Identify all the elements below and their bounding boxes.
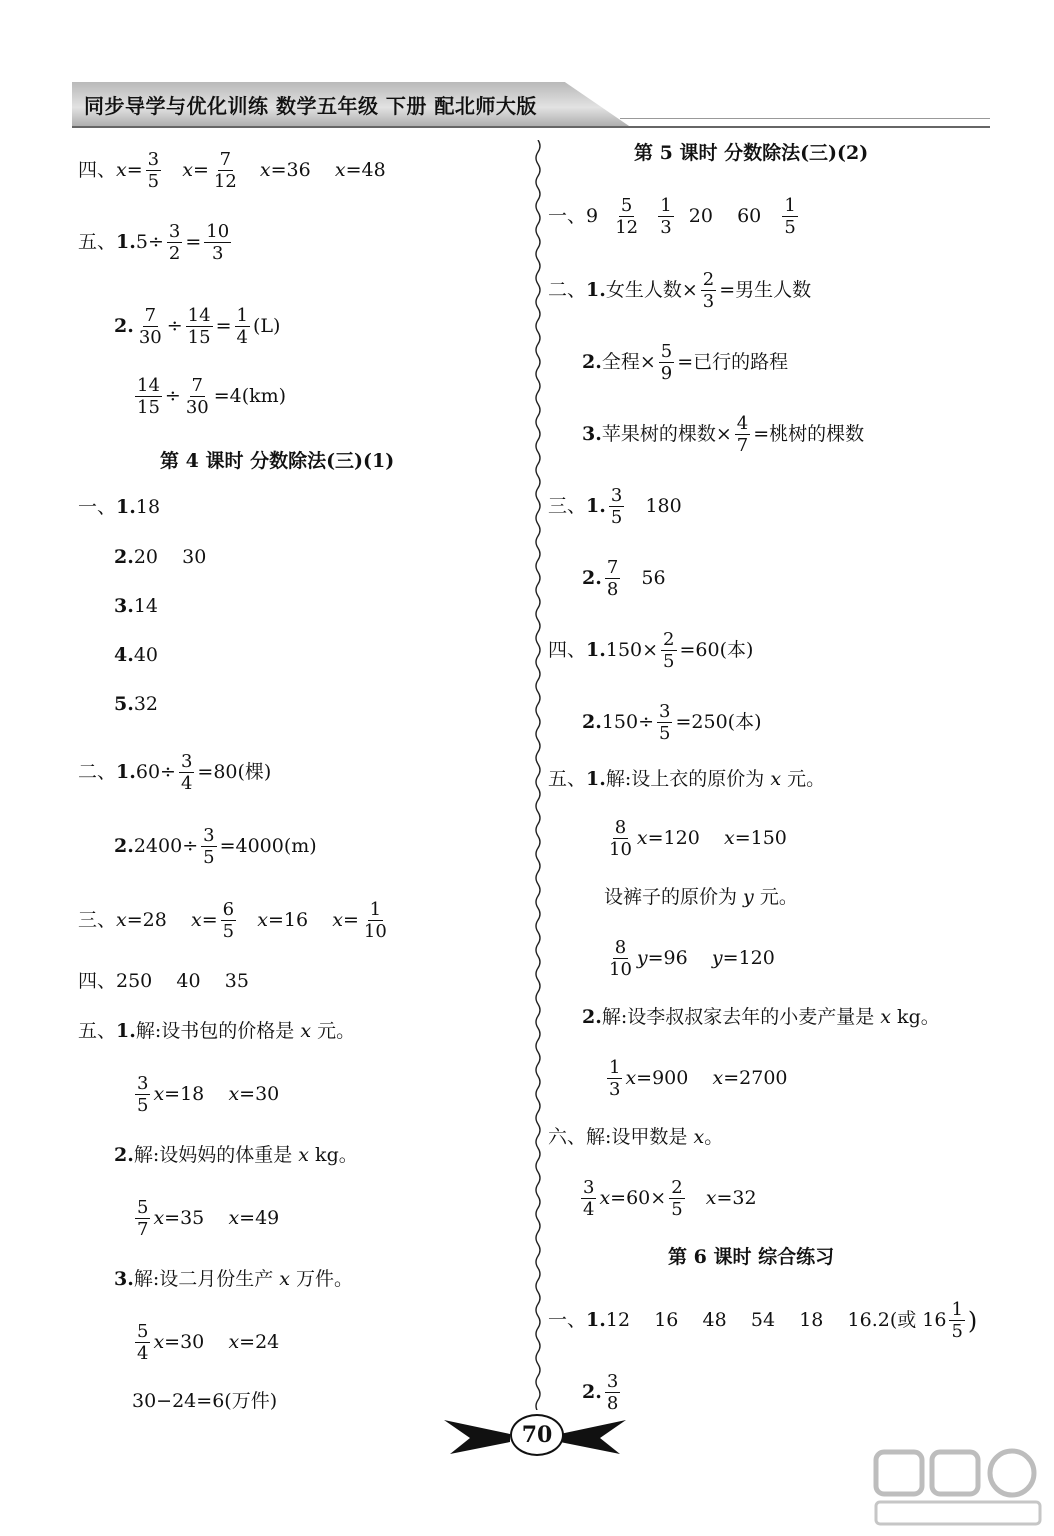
fraction: $\frac{1}{5}$ (784, 195, 796, 239)
fraction: $\frac{1}{10}$ (363, 899, 387, 943)
fraction: $\frac{8}{10}$ (609, 937, 632, 981)
fraction: $\frac{3}{8}$ (606, 1371, 619, 1415)
header-rule-thin (620, 118, 990, 119)
fraction: $\frac{3}{2}$ (168, 221, 181, 265)
fraction: $\frac{14}{15}$ (137, 375, 160, 419)
right-line-17: 一、1.12 16 48 54 18 16.2(或 16 $\frac{1}{5}$ ) (548, 1299, 978, 1343)
section-4-heading: 第 4 课时 分数除法(三)(1) (160, 450, 395, 472)
page-number: 70 (510, 1414, 564, 1456)
left-line-4: $\frac{14}{15}$ ÷ $\frac{7}{30}$ =4(km) (137, 375, 287, 419)
fraction: $\frac{10}{3}$ (206, 221, 230, 265)
left-line-e1: 五、1.解:设书包的价格是 x 元。 (78, 1020, 356, 1042)
fraction: $\frac{7}{30}$ (138, 305, 162, 349)
right-line-11: 设裤子的原价为 y 元。 (604, 886, 798, 908)
fraction: $\frac{6}{5}$ (222, 899, 235, 943)
left-line-b1: 二、1.60÷ $\frac{3}{4}$ =80(棵) (78, 751, 272, 795)
left-line-e2-solution: $\frac{5}{7}$ x=35 x=49 (137, 1197, 280, 1241)
left-line-a2: 2.20 30 (114, 546, 207, 568)
right-line-8: 2.150÷ $\frac{3}{5}$ =250(本) (582, 701, 762, 745)
right-line-14: $\frac{1}{3}$ x=900 x=2700 (609, 1057, 788, 1101)
left-line-e3-final: 30−24=6(万件) (132, 1390, 278, 1412)
left-line-a4: 4.40 (114, 644, 159, 666)
section-6-heading: 第 6 课时 综合练习 (668, 1246, 835, 1268)
fraction: $\frac{1}{5}$ (951, 1299, 963, 1343)
left-line-3: 2. $\frac{7}{30}$ ÷ $\frac{14}{15}$ = $\frac{1}{4}$ (L) (114, 305, 281, 349)
right-line-3: 2.全程× $\frac{5}{9}$ =已行的路程 (582, 341, 789, 385)
fraction: $\frac{3}{5}$ (203, 825, 215, 869)
right-line-15: 六、解:设甲数是 x。 (548, 1126, 724, 1148)
left-line-1: 四、x= $\frac{3}{5}$ x= $\frac{7}{12}$ x=36 x=48 (78, 149, 386, 193)
fraction: $\frac{2}{3}$ (702, 269, 715, 313)
page-number-ornament (440, 1414, 630, 1458)
right-line-6: 2. $\frac{7}{8}$ 56 (582, 557, 666, 601)
left-line-d1: 四、250 40 35 (78, 970, 249, 992)
fraction: $\frac{3}{5}$ (137, 1073, 149, 1117)
right-line-1: 一、9 $\frac{5}{12}$ $\frac{1}{3}$ 20 60 $\frac{1}{5}$ (548, 195, 796, 239)
left-line-b2: 2.2400÷ $\frac{3}{5}$ =4000(m) (114, 825, 317, 869)
left-line-a1: 一、1.18 (78, 496, 161, 518)
fraction: $\frac{3}{5}$ (610, 485, 623, 529)
right-line-2: 二、1.女生人数× $\frac{2}{3}$ =男生人数 (548, 269, 812, 313)
left-line-c1: 三、x=28 x= $\frac{6}{5}$ x=16 x= $\frac{1}{10}$ (78, 899, 387, 943)
fraction: $\frac{2}{5}$ (671, 1177, 683, 1221)
fraction: $\frac{5}{7}$ (137, 1197, 149, 1241)
fraction: $\frac{3}{4}$ (583, 1177, 595, 1221)
fraction: $\frac{4}{7}$ (736, 413, 749, 457)
left-line-e3: 3.解:设二月份生产 x 万件。 (114, 1268, 354, 1290)
fraction: $\frac{7}{30}$ (185, 375, 209, 419)
fraction: $\frac{3}{5}$ (659, 701, 671, 745)
right-line-5: 三、1. $\frac{3}{5}$ 180 (548, 485, 682, 529)
fraction: $\frac{14}{15}$ (187, 305, 211, 349)
fraction: $\frac{1}{4}$ (236, 305, 248, 349)
fraction: $\frac{7}{8}$ (606, 557, 619, 601)
right-line-12: $\frac{8}{10}$ y=96 y=120 (609, 937, 775, 981)
header-title: 同步导学与优化训练 数学五年级 下册 配北师大版 (84, 94, 537, 118)
watermark-stamp (870, 1446, 1046, 1530)
fraction: $\frac{8}{10}$ (609, 817, 632, 861)
right-line-16: $\frac{3}{4}$ x=60× $\frac{2}{5}$ x=32 (583, 1177, 757, 1221)
right-line-13: 2.解:设李叔叔家去年的小麦产量是 x kg。 (582, 1006, 940, 1028)
fraction: $\frac{3}{4}$ (180, 751, 193, 795)
section-5-heading: 第 5 课时 分数除法(三)(2) (634, 142, 869, 164)
header-rule (72, 126, 990, 128)
right-line-10: $\frac{8}{10}$ x=120 x=150 (609, 817, 787, 861)
fraction: $\frac{5}{9}$ (660, 341, 673, 385)
column-divider (528, 140, 548, 1410)
left-line-e2: 2.解:设妈妈的体重是 x kg。 (114, 1144, 358, 1166)
right-line-4: 3.苹果树的棵数× $\frac{4}{7}$ =桃树的棵数 (582, 413, 865, 457)
fraction: $\frac{2}{5}$ (663, 629, 675, 673)
left-line-a3: 3.14 (114, 595, 159, 617)
right-line-9: 五、1.解:设上衣的原价为 x 元。 (548, 768, 826, 790)
right-line-18: 2. $\frac{3}{8}$ (582, 1371, 619, 1415)
right-line-7: 四、1.150× $\frac{2}{5}$ =60(本) (548, 629, 754, 673)
fraction: $\frac{7}{12}$ (213, 149, 237, 193)
fraction: $\frac{1}{3}$ (660, 195, 672, 239)
left-line-a5: 5.32 (114, 693, 159, 715)
left-line-2: 五、1.5÷ $\frac{3}{2}$ = $\frac{10}{3}$ (78, 221, 230, 265)
fraction: $\frac{1}{3}$ (609, 1057, 621, 1101)
left-line-e1-solution: $\frac{3}{5}$ x=18 x=30 (137, 1073, 280, 1117)
left-line-e3-solution: $\frac{5}{4}$ x=30 x=24 (137, 1321, 280, 1365)
fraction: $\frac{5}{4}$ (137, 1321, 149, 1365)
fraction: $\frac{5}{12}$ (615, 195, 639, 239)
fraction: $\frac{3}{5}$ (147, 149, 160, 193)
